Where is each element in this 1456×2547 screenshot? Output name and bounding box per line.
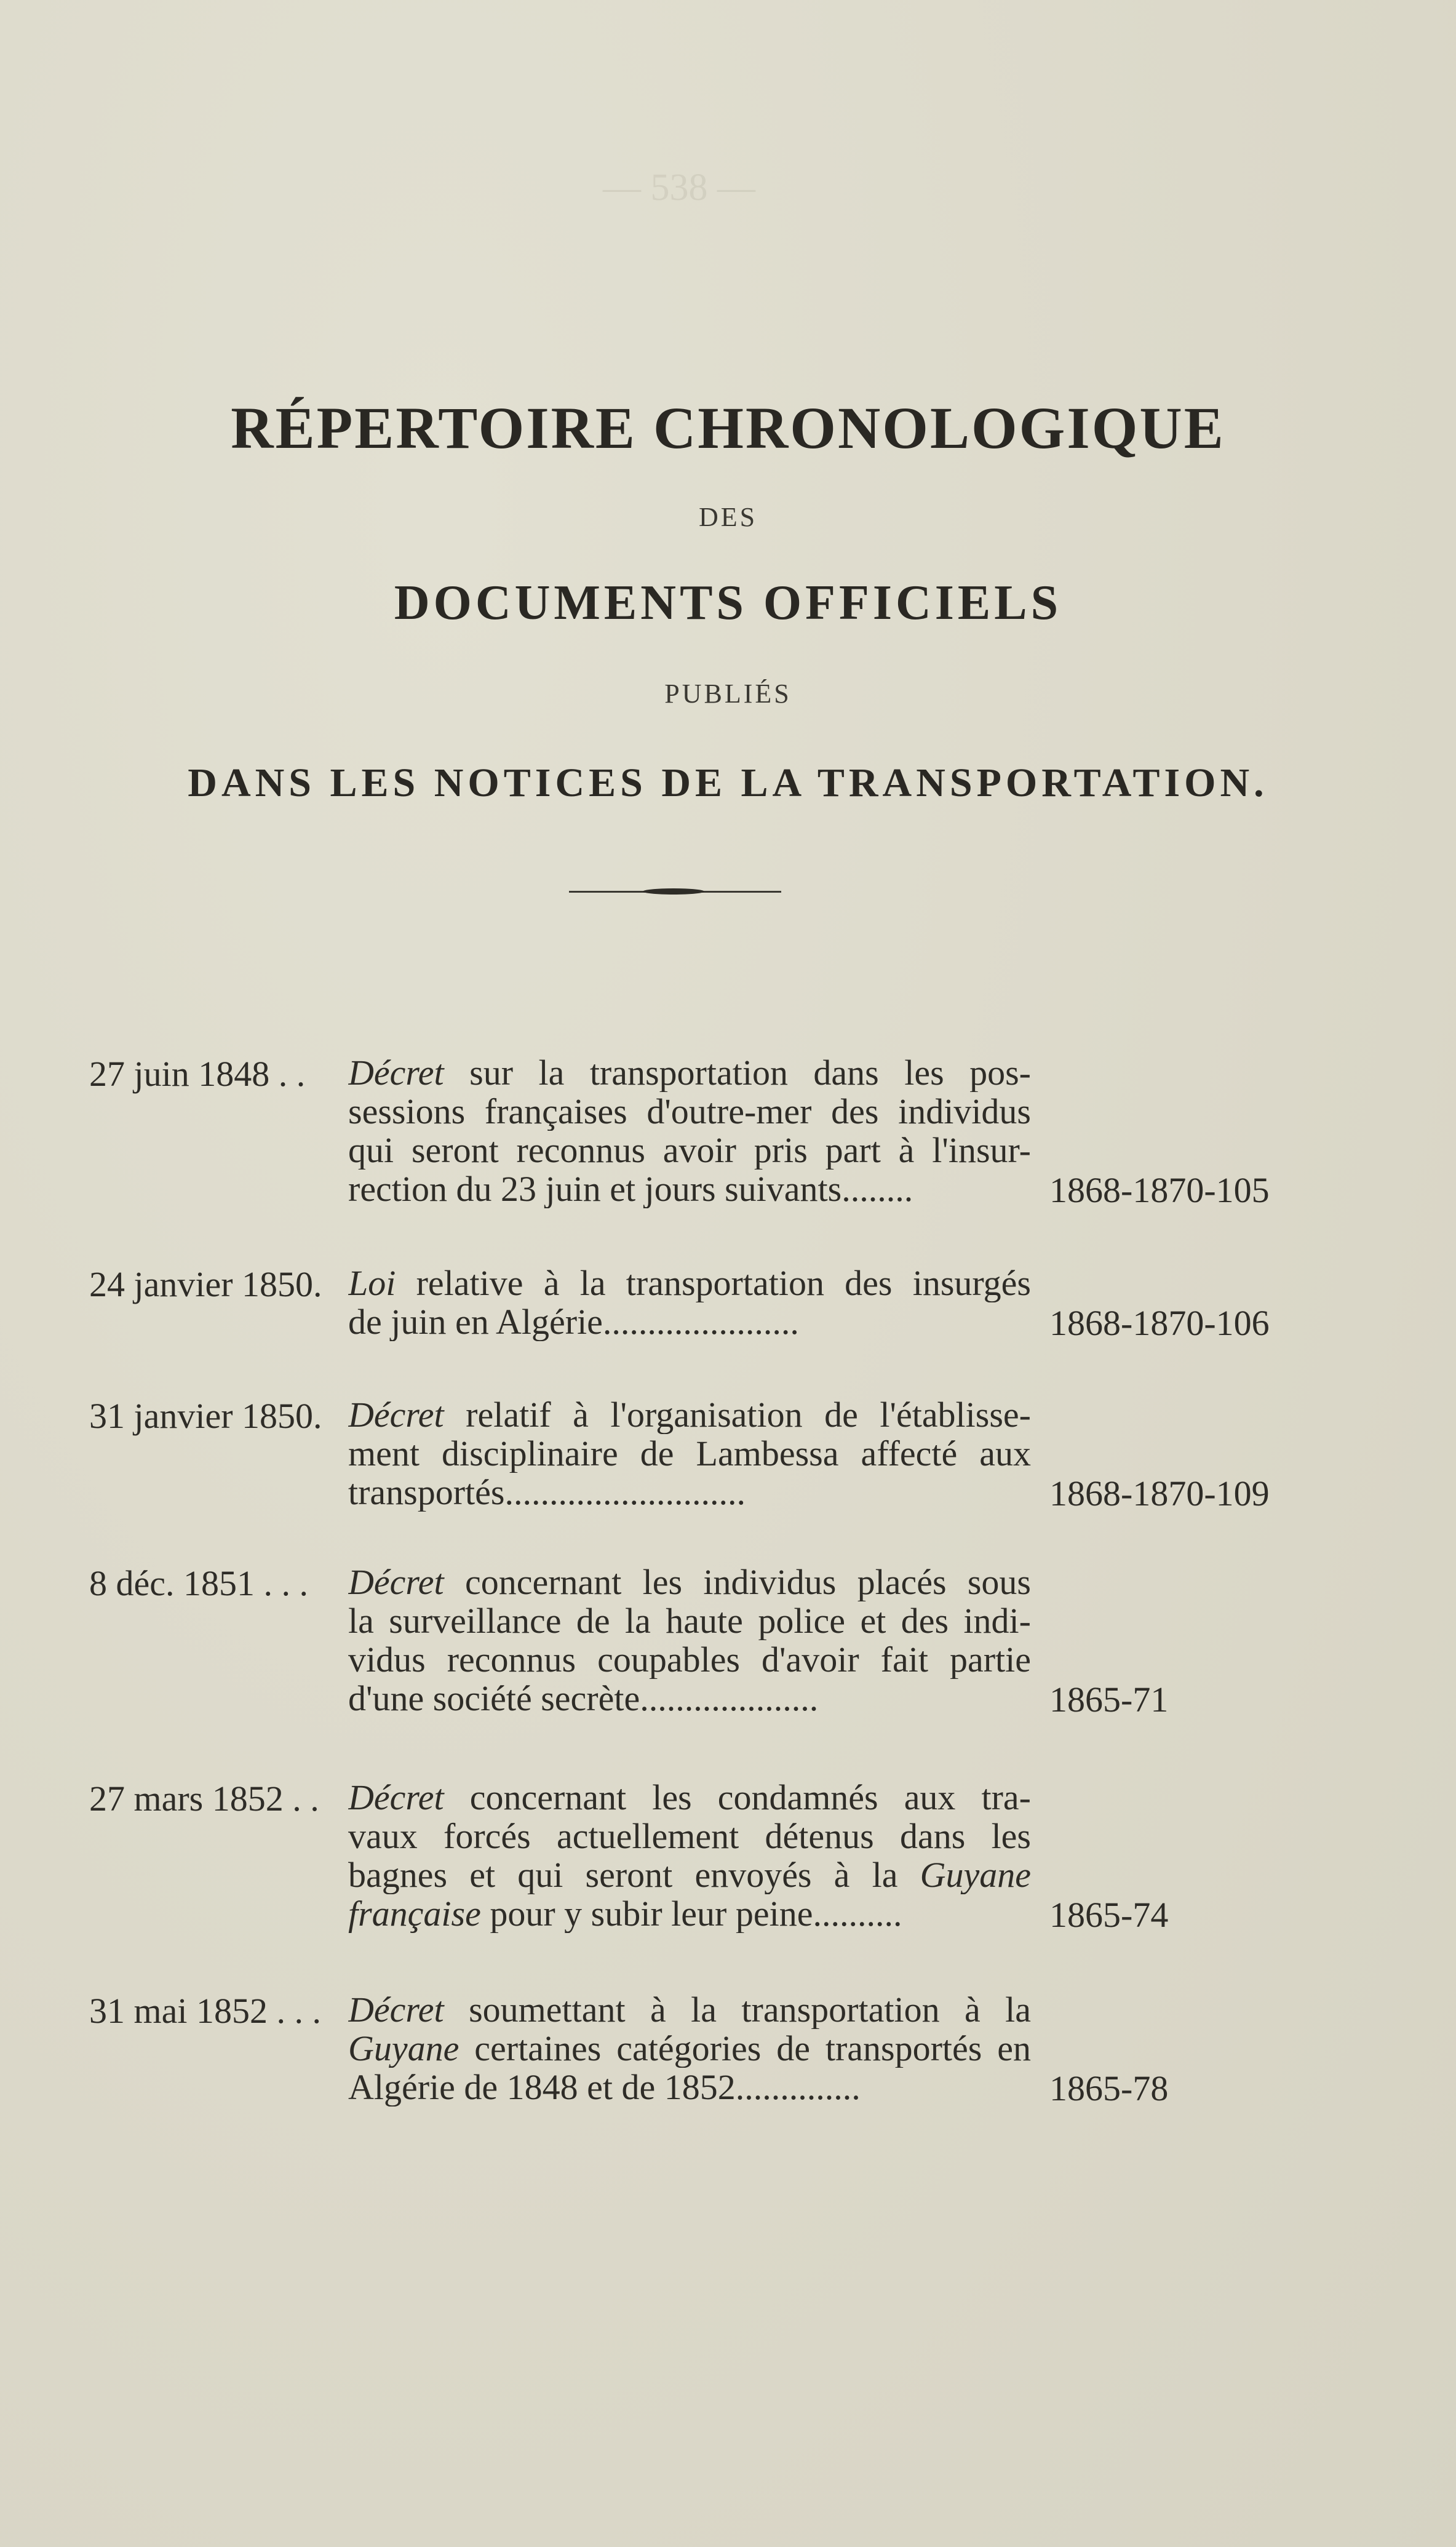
entry-kind: Décret [348,1990,444,2029]
entry-date: 24 janvier 1850. [89,1264,322,1304]
entry-kind: Loi [348,1264,396,1302]
title-publies: PUBLIÉS [664,679,792,709]
entry-date: 27 mars 1852 . . [89,1779,319,1819]
page-title: RÉPERTOIRE CHRONOLOGIQUE [231,395,1225,461]
bleed-through-text: — 538 — [603,167,755,209]
entry-reference: 1865-78 [1049,2068,1169,2108]
entry-text: Loi relative à la transportation des insurgés de juin en Algérie...................... [348,1264,1031,1341]
entry-text: Décret soumettant à la transportation à la Guyane certaines catégories de transportés en Algérie de 1848 et de 1852.............. [348,1990,1031,2107]
entry-text: Décret relatif à l'organisation de l'établisse- ment disciplinaire de Lambessa affecté aux transportés........................... [348,1395,1031,1512]
entry-date: 8 déc. 1851 . . . [89,1563,308,1603]
entry-text: Décret sur la transportation dans les pos- sessions françaises d'outre-mer des individus qui seront reconnus avoir pris part à l'insur- rection du 23 juin et jours suivants........ [348,1053,1031,1208]
title-documents: DOCUMENTS OFFICIELS [394,576,1062,630]
entry-text: Décret concernant les individus placés sous la surveillance de la haute police et des indi- vidus reconnus coupables d'avoir fait partie d'une société secrète.................... [348,1563,1031,1718]
entry-date: 31 janvier 1850. [89,1396,322,1436]
entry-reference: 1865-74 [1049,1895,1169,1935]
entry-kind: Décret [348,1053,444,1092]
entry-reference: 1868-1870-109 [1049,1473,1270,1513]
entry-reference: 1865-71 [1049,1680,1169,1720]
entry-reference: 1868-1870-105 [1049,1170,1270,1210]
entry-kind: Décret [348,1778,444,1817]
entry-reference: 1868-1870-106 [1049,1303,1270,1343]
entry-text: Décret concernant les condamnés aux tra- vaux forcés actuellement détenus dans les bagnes et qui seront envoyés à la Guyane française pour y subir leur peine.......... [348,1778,1031,1933]
entry-date: 31 mai 1852 . . . [89,1991,321,2031]
title-notices: DANS LES NOTICES DE LA TRANSPORTATION. [188,760,1268,805]
entry-kind: Décret [348,1395,444,1434]
divider-ornament [643,888,704,895]
title-des: DES [698,502,758,532]
entry-kind: Décret [348,1563,444,1601]
entry-date: 27 juin 1848 . . [89,1054,306,1094]
